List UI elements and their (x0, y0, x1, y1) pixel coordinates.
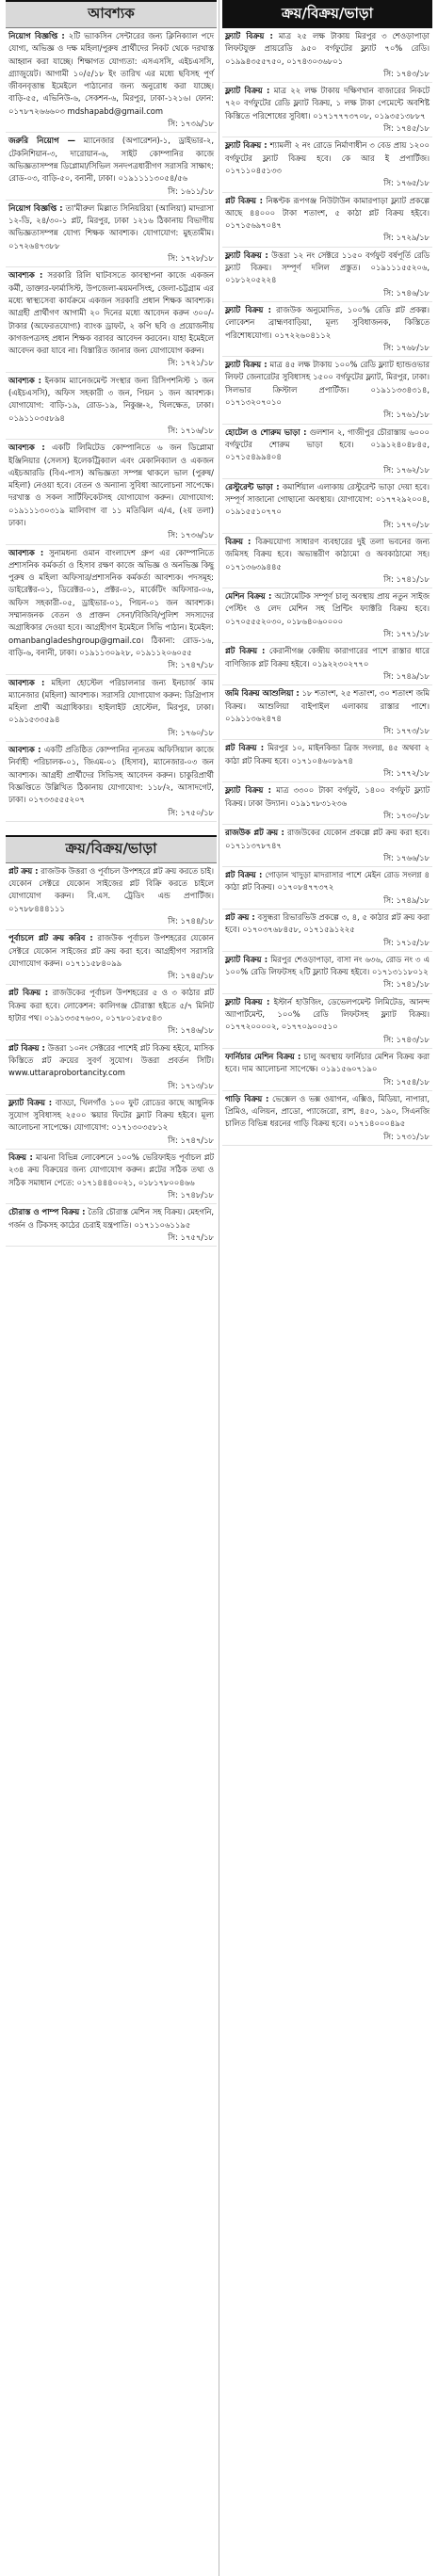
ad-reference: সি: ১৭৫৭/১৮ (168, 1232, 214, 1242)
classified-ad (6, 985, 217, 1039)
classified-ad (222, 952, 432, 994)
ad-lead: প্লট বিক্রয় : (225, 195, 263, 205)
ad-text: বাড্ডা, খিলগাঁও ১০০ ফুট রোডের কাছে আধুনিক সুযোগ সুবিধাসহ ২৫০০ স্কয়ার ফিটের ফ্ল্যাট বিক্রয় হইবে। মূল্য আলোচনা সাপেক্ষে। যোগাযোগ: ০১৭১৩০৩৫৮১২ (8, 1097, 214, 1133)
ad-reference: সি: ১৭৭০/১৮ (383, 519, 430, 529)
ad-reference: সি: ১৭৬৬/১৮ (383, 852, 430, 862)
ad-lead: ফ্ল্যাট বিক্রয় : (225, 304, 271, 314)
ad-text: মাঝনা বিভিন্ন লোকেশনে ১০০% ভেরিফাইড পূর্বাচল প্লট ২৩৪ ক্রয় বিক্রয়ের জন্য যোগাযোগ করুন। প্লটের সঠিক তথ্য ও সঠিক সমাধান পেতে: ০১৭১৪৪৪০০২১, ০১৮১৭৮০০৪৬৬ (8, 1152, 215, 1187)
ad-text: তা'মীরুল মিল্লাত সিনিয়রিয়া (আলিয়া) মাদরাসা ১২-ডি, ২৪/৩০-১ প্লট, মিরপুর, ঢাকা ১২১৬ ঠিকানায় বিভাগীয় অভিজ্ঞতাসম্পন্ন যোগ্য শিক্ষক আবশ্যক। যোগাযোগ: মুহতামীম। ০১৭২৬৪৭৩৮৮ (8, 202, 214, 250)
ad-reference: সি: ১৭৬১/১৮ (383, 410, 430, 420)
ad-reference: সি: ১৭৪৪/১৮ (168, 916, 214, 926)
ad-reference: সি: ১৭৩৬/১৮ (168, 530, 214, 540)
classified-ad (222, 685, 432, 740)
ad-lead: ফ্ল্যাট বিক্রয় : (8, 1097, 53, 1107)
classified-ad (6, 1095, 217, 1150)
ad-text: কমার্শিয়াল এলাকায় রেস্টুরেন্ট ভাড়া দেয়া হবে। সম্পূর্ণ সাজানো গোছানো অবস্থায়। যোগাযোগ: ০১৭৭২৯২০০৪, ০১৯১৫৫১০৭৭০ (225, 481, 430, 517)
ad-lead: রাজউক প্লট ক্রয় : (225, 828, 284, 838)
ad-reference: সি: ১৭৬২/১৮ (383, 464, 430, 475)
classified-ad (222, 588, 432, 643)
classified-ad (222, 1091, 432, 1146)
ad-reference: সি: ১৭৪১/১৮ (383, 979, 430, 990)
ad-lead: বিক্রয় : (225, 536, 251, 546)
ad-lead: ফ্ল্যাট বিক্রয় : (225, 996, 270, 1006)
classified-ad (6, 267, 217, 372)
classified-ad (6, 201, 217, 267)
ad-reference: সি: ১৭৫৪/১৮ (383, 1076, 430, 1087)
ad-text: সরকারি রিলি ঘাটবসতে কাবস্থাপনা কাজে একজন কর্মী, ডাক্তার-ফার্মাসিস্ট, উপজেলা-ময়মনসিংহ, জেলা-চট্টগ্রাম এর মধ্যে স্বাস্থ্যসেবা কার্যক্রমে একজন সরকারি প্রধান শিক্ষক আবশ্যক। আগ্রহী প্রার্থীগণ আগামী ২০ দিনের মধ্যে আবেদন করুন ৩০০/- টাকার (অফেরতযোগ্য) ব্যাংক ড্রাফট, ২ কপি ছবি ও প্রয়োজনীয় কাগজপত্রসহ প্রধান শিক্ষক বরাবর আবেদন করবেন। যাহা ইমেইলে আবেদন করা যাবে না। বিস্তারিত জানার জন্য যোগাযোগ করুন। (8, 270, 214, 356)
ad-reference: সি: ১৭৪৭/১৮ (168, 660, 214, 670)
ad-text: ২টি ভ্যাকসিন সেন্টারের জন্য ক্লিনিক্যাল পদে যোগ্য, অভিজ্ঞ ও দক্ষ মহিলা/পুরুষ প্রার্থীদের নিকট থেকে দরখাস্ত আহ্বান করা যাচ্ছে। শিক্ষাগত যোগ্যতা: এসএসসি, এইচএসসি, গ্র্যাজুয়েট। আগামী ১০/৫/১৮ ইং তারিখ এর মধ্যে ছবিসহ পূর্ণ জীবনবৃত্তান্ত ইমেইলে পাঠানোর জন্য অনুরোধ করা যাচ্ছে। বাড়ি-৫৫, এভিনিউ-৬, সেকশন-৬, মিরপুর, ঢাকা-১২১৬। ফোন: ০১৭৮৭২৬৬৬০৩ mdshapabd@gmail.com (8, 31, 214, 116)
ad-lead: প্লট বিক্রয় : (225, 870, 263, 880)
ad-text: রাজউক উত্তরা ও পূর্বাচল উপশহরে প্লট ক্রয় করতে চাই। যেকোন সেক্টরে যেকোন সাইজের প্লট বিক্রি করতে চাইলে যোগাযোগ করুন। বি.এস. ট্রেডিং এন্ড প্রপার্টিজ। ০১৭৮৮৪৪৪১১১ (8, 865, 214, 913)
ad-text: বসুন্ধরা রিভারভিউ প্রকল্পে ৩, ৪, ৫ কাঠার প্লট ক্রয় করা হবে। ০১৭০৩৭৬৮৪৫৮, ০১৭১৫৯১২২৫ (225, 912, 430, 935)
classified-ad (222, 534, 432, 588)
ad-reference: সি: ১৭৬০/১৮ (168, 727, 214, 737)
ad-lead: আবশ্যক : (8, 270, 43, 281)
ad-text: একটি প্রতিষ্ঠিত কোম্পানির ন্যূনতম অফিসিয়াল কাজে নির্বাহী পরিচালক-০১, জিএম-০১ (হিসাব), ম্যানেজার-০৩ জন আবশ্যক। আগ্রহী প্রার্থীদের সিভিসহ আবেদন করুন। চাকুরিপ্রার্থী বিজ্ঞপ্তিতে উল্লিখিত ঠিকানায় যোগাযোগ: ১১৮/২, আসাদগেট, ঢাকা। ০১৭৩৩৫৫৫২০৭ (8, 745, 214, 805)
ad-reference: সি: ১৭৭১/১৮ (383, 629, 430, 639)
classified-ad (222, 193, 432, 248)
ad-lead: জমি বিক্রয় আশুলিয়া : (225, 688, 300, 699)
classified-ad (6, 1150, 217, 1204)
ad-reference: সি: ১৭৪৬/১৮ (168, 1025, 214, 1036)
ad-lead: প্লট বিক্রয় : (8, 1042, 45, 1053)
ad-lead: পূর্বাচলে প্লট ক্রয় করিব : (8, 933, 93, 943)
ad-text: শ্যামলী ২ নং রোডে নির্মাণাধীন ৩ বেড প্রায় ১২০০ বর্গফুটের ফ্ল্যাট বিক্রয় হবে। কে আর ই প্রপার্টিজ। ০১৭১১০৪৫১৩৩ (225, 140, 430, 175)
classified-ad (222, 28, 432, 83)
ad-reference: সি: ১৭৪৯/১৮ (383, 894, 430, 905)
classified-ad (6, 373, 217, 440)
ad-lead: প্লট বিক্রয় : (225, 743, 265, 753)
ad-reference: সি: ১৭৬৮/১৮ (383, 342, 430, 352)
ad-reference: সি: ১৭১৫/১৮ (383, 937, 430, 947)
ad-text: তৈরি চৌরাস্ত মেশিন সহ বিক্রয়। মেহগনি, গর্জন ও টিকসহ কাঠের চেরাই যন্ত্রপাতি। ০১৭১১০৬১১৯৫ (8, 1207, 215, 1230)
ad-text: ১৮ শতাংশ, ২৫ শতাংশ, ৩০ শতাংশ জমি বিক্রয়। আশুলিয়া বাইপাইল এলাকায় রাস্তার পাশে। ০১৯১১৩৬২৪৭৪ (225, 688, 430, 723)
ad-lead: নিয়োগ বিজ্ঞপ্তি : (8, 31, 65, 40)
ad-lead: ফ্ল্যাট বিক্রয় : (225, 785, 272, 796)
ad-reference: সি: ১৬১১/১৮ (168, 185, 214, 196)
ad-reference: সি: ১৭৪৩/১৮ (383, 1034, 430, 1044)
ad-reference: সি: ১৭৭৩/১৮ (383, 726, 430, 736)
right-column (222, 0, 432, 2576)
classified-ad (6, 930, 217, 985)
ad-text: উত্তরা ১২ নং সেক্টরে ১১৫০ বর্গফুট বর্ষপূর্তি রেডি ফ্ল্যাট বিক্রয়। সম্পূর্ণ দলিল প্রস্তুত। ০১৯১১১৫৫২০৬, ০১৮১২০৫২২৪ (225, 250, 430, 285)
ad-reference: সি: ১৭২৯/১৮ (383, 233, 430, 243)
ad-lead: ফ্ল্যাট বিক্রয় : (225, 31, 273, 40)
ad-lead: ফ্ল্যাট বিক্রয় : (225, 140, 268, 151)
ad-text: ইস্টার্ন হাউজিং, ডেভেলপমেন্ট লিমিটেড, আনন্দ অ্যাপার্টমেন্ট, ১০০% রেডি লিফটসহ ফ্ল্যাট বিক্রয়। ০১৭৭২০০০০২, ০১৭৭০৯০০৫১০ (225, 996, 430, 1032)
ad-text: অটোমেটিক সম্পূর্ণ চালু অবস্থায় প্রায় নতুন সাইজ পেস্টিং ও লেদ মেশিন সহ প্রিন্টিং ফ্যাক্টরি বিক্রয় হবে। ০১৭০৫৫৫২০৩০, ০১৮৬৪০৬০০০০ (225, 591, 430, 626)
classified-ad (222, 83, 432, 137)
ad-reference: সি: ১৭৪৭/১৮ (168, 1135, 214, 1145)
classified-ad (222, 479, 432, 534)
ad-text: রাজউকের যেকোন প্রকল্পে প্লট ক্রয় করা হবে। ০১৭১১৩৭৮৭৪৭ (225, 828, 430, 850)
ad-list-buy-sell-left (6, 863, 217, 1247)
classified-ad (222, 910, 432, 952)
classified-ad (6, 28, 217, 133)
classified-ad (222, 782, 432, 825)
ad-lead: প্লট ক্রয় : (8, 865, 39, 876)
ad-text: উত্তরা ১০নং সেক্টরের পাশেই প্লট বিক্রয় হইবে, মাসিক কিস্তিতে প্লট ক্রয়ের সুবর্ণ সুযোগ। উত্তরা প্রবর্তন সিটি। www.uttaraprobortancity.com (8, 1042, 214, 1078)
classified-ad (222, 867, 432, 910)
ad-text: মাত্র ৩৩০০ টাকা বর্গফুট, ১৪০০ বর্গফুট ফ্ল্যাট বিক্রয়। ঢাকা উদ্যান। ০১৯১৭৮৩১২৩৬ (225, 785, 430, 808)
section-header-wanted: আবশ্যক (6, 0, 217, 28)
ad-lead: ফার্নিচার মেশিন বিক্রয় : (225, 1051, 301, 1061)
classified-ad (222, 994, 432, 1049)
ad-reference: সি: ১৭৭২/১৮ (383, 768, 430, 779)
ad-reference: সি: ১৭৪৮/১৮ (168, 1189, 214, 1199)
ad-reference: সি: ১৭৪৩/১৮ (383, 68, 430, 78)
ad-reference: সি: ১৭৪৬/১৮ (383, 287, 430, 298)
ad-lead: জরুরি নিয়োগ — (8, 136, 75, 146)
ad-text: একটি লিমিটেড কোম্পানিতে ৬ জন ডিপ্লোমা ইঞ্জিনিয়ার (সেলস) ইলেকট্রিক্যাল এবং মেকানিক্যাল ও একজন এইচআরডি (বিএ-পাস) অভিজ্ঞতা সম্পন্ন থাকলে ভাল (পুরুষ/মহিলা) নেওয়া হবে। বেতন ও অন্যান্য সুবিধা আলোচনা সাপেক্ষে। দরখাস্ত ও সকল সার্টিফিকেটসহ যোগাযোগ করুন। যোগাযোগ: ০১৯১১১৩০৩১৯ মালিবাগ বা ১১ মতিঝিল এ/এ, (২য় তলা) ঢাকা। (8, 443, 214, 527)
classified-ad (6, 1204, 217, 1247)
ad-text: রাজউক পূর্বাচল উপশহরের যেকোন সেক্টরে যেকোন সাইজের প্লট ক্রয় করা হবে। আগ্রহীগণ সরাসরি যোগাযোগ করুন। ০১৭১১৫৮৪০৯৯ (8, 933, 214, 968)
section-header-buy-sell-rent-left: ক্রয়/বিক্রয়/ভাড়া (6, 835, 217, 863)
classified-ad (222, 1049, 432, 1091)
section-header-buy-sell-rent-right: ক্রয়/বিক্রয়/ভাড়া (222, 0, 432, 28)
ad-reference: সি: ১৭৪১/১৮ (383, 573, 430, 584)
classified-ad (6, 133, 217, 200)
classified-ad (222, 825, 432, 867)
ad-text: রাজউক অনুমোদিত, ১০০% রেডি প্লট প্রকল্প। লোকেশন ব্রাহ্মণবাড়িয়া, মূল্য সুবিধাজনক, কিস্তিতে পরিশোধযোগ্য। ০১৭২২৬০৪১১২ (225, 304, 430, 340)
ad-reference: সি: ১৭২১/১৮ (168, 358, 214, 368)
ad-text: গুলশান ২, গাজীপুর চৌরাস্তায় ৬০০০ বর্গফুটের শোরুম ভাড়া হবে। ০১৯১২৪০৪৮৪৫, ০১৭১৫৪৯৯৪০৪ (225, 427, 430, 462)
ad-lead: আবশ্যক : (8, 443, 45, 453)
classified-ad (222, 248, 432, 302)
classified-ad (6, 545, 217, 675)
ad-text: চালু অবস্থায় ফার্নিচার মেশিন বিক্রয় করা হবে। দাম আলোচনা সাপেক্ষে। ০১৯১৫৬০৭১৯০ (225, 1051, 430, 1074)
ad-lead: প্লট বিক্রয় : (225, 646, 266, 656)
ad-list-wanted (6, 28, 217, 822)
classified-ad (6, 742, 217, 822)
ad-text: মাত্র ৪৫ লক্ষ টাকায় ১০০% রেডি ফ্ল্যাট হ্যান্ডওভার লিফট জেনারেটর সুবিধাসহ ১৫০০ বর্গফুটের ফ্ল্যাট, মিরপুর, ঢাকা। সিলভার ক্রিস্টাল প্রপার্টিজ। ০১৯১১৩৩৪৩১৪, ০১৭১৩২০৭০১০ (225, 360, 430, 408)
classified-ad (6, 675, 217, 742)
ad-lead: আবশ্যক : (8, 375, 41, 385)
ad-lead: ফ্ল্যাট বিক্রয় : (225, 954, 268, 964)
ad-reference: সি: ১৭৪৯/১৮ (383, 670, 430, 681)
ad-lead: প্লট বিক্রয় : (8, 988, 49, 998)
ad-reference: সি: ১৭১৬/১৮ (168, 425, 214, 435)
ad-lead: ফ্ল্যাট বিক্রয় : (225, 250, 268, 260)
ad-text: কেরানীগঞ্জ কেন্দ্রীয় কারাগারের পাশে রাস্তার ধারে বাণিজ্যিক প্লট বিক্রয় হইবে। ০১৯২২৩০২৭৭০ (225, 646, 430, 668)
ad-reference: সি: ১৭৫০/১৮ (168, 807, 214, 817)
ad-lead: নিয়োগ বিজ্ঞপ্তি : (8, 202, 63, 213)
ad-lead: ফ্ল্যাট বিক্রয় : (225, 360, 268, 370)
ad-lead: রেস্টুরেন্ট ভাড়া : (225, 481, 280, 491)
ad-text: নিষ্কণ্টক রূপগঞ্জ নিউটাউন কামারপাড়া ফ্ল্যাট প্রকল্পে আছে ৪৪০০০ টাকা শতাংশ, ৫ কাঠা প্লট বিক্রয় হইবে। ০১৭১৫৬৯৭০৪৭ (225, 195, 430, 231)
ad-lead: গাড়ি বিক্রয় : (225, 1093, 269, 1103)
ad-text: মহিলা হোস্টেল পরিচালনার জন্য ইনচার্জ কাম ম্যানেজার (মহিলা) আবশ্যক। সরাসরি যোগাযোগ করুন: ডিগ্রিপাস মহিলা প্রার্থী অগ্রাধিকার। হাইলাইট হোস্টেল, মিরপুর, ঢাকা। ০১৯১৫৩৩৫৯৪ (8, 677, 214, 725)
ad-text: বিক্রয়যোগ্য সাধারণ ব্যবহারের দুই তলা ভবনের জন্য জমিসহ বিক্রয় হবে। অভ্যন্তরীণ কাঠামো ও অবকাঠামো সহ। ০১৭১৩৬৩৯৪৪৫ (225, 536, 430, 572)
classified-ad (6, 440, 217, 544)
ad-reference: সি: ১৭৩৯/১৮ (168, 119, 214, 129)
ad-list-buy-sell-right (222, 28, 432, 1146)
ad-text: মিরপুর ১০, মাইনকিন্ডা ব্রিজ সংলগ্ন, ৪৫ অথবা ২ কাঠা প্লট বিক্রয় হবে। ০১৭১০৪৬০৮৯৭৪ (225, 743, 430, 765)
classified-ad (222, 425, 432, 479)
ad-text: ম্যানেজার (অপারেশন)-১, ড্রাইভার-২, টেকনিশিয়ান-৩, দারোয়ান-৬, সাইট কোম্পানির কাজে অভিজ্ঞতাসম্পন্ন ডিপ্লোমা/সিভিল সনদপত্রধারীগণ সরাসরি সাক্ষাৎ: রোড-০৩, বাড়ি-৫০, বনানী, ঢাকা। ০১৯১১১১৩০৫৪/৫৬ (8, 136, 214, 184)
ad-reference: সি: ১৭৩০/১৮ (383, 810, 430, 820)
ad-text: মিরপুর শেওড়াপাড়া, বাসা নং ৬৩৬, রোড নং ৩ এ ১০০% রেডি লিফটসহ ২টি ফ্ল্যাট বিক্রয় হইবে। ০১৭১৩১১৮০১২ (225, 954, 430, 977)
ad-text: মাত্র ২৫ লক্ষ টাকায় মিরপুর ৩ শেওড়াপাড়া লিফটযুক্ত প্রায়রেডি ৯৫০ বর্গফুটের ফ্ল্যাট ৭০% রেডি। ০১৯৯৪৩৫৫৭৫০, ০১৭৪৩০৩৬৮০১ (225, 31, 430, 66)
ad-reference: সি: ১৭৩১/১৮ (383, 1131, 430, 1141)
ad-lead: বিক্রয় : (8, 1152, 33, 1163)
ad-reference: সি: ১৭৪৫/১৮ (168, 971, 214, 981)
ad-lead: মেশিন বিক্রয় : (225, 591, 272, 602)
classified-ad (222, 643, 432, 685)
ad-text: গোড়ান খাদুড়া মাদরাসার পাশে মেইন রোড সংলগ্ন ৪ কাঠা প্লট বিক্রয়। ০১৭০৮৪৭৭৩৭২ (225, 870, 430, 893)
ad-lead: ফ্ল্যাট বিক্রয় : (225, 86, 270, 96)
ad-text: সুনামধন্য ওমান বাংলাদেশ গ্রুপ এর কোম্পানিতে প্রশাসনিক কর্মকর্তা ও হিসাব রক্ষণ কাজে অভিজ্ঞ ও অনভিজ্ঞ কিছু পুরুষ ও মহিলা অফিসার/প্রশাসনিক কর্মকর্তা আবশ্যক। পদসমূহ: ডাইরেক্টর-০১, ডিরেক্টর-০১, প্রক্টর-০১, মার্কেটিং অফিসার-০৬, অফিস সহকারী-০৫, ড্রাইভার-০১, পিয়ন-০১ জন আবশ্যক। সম্মানজনক বেতন ও প্রাক্তন সেনা/বিজিবি/পুলিশ সদস্যদের অগ্রাধিকার দেওয়া হবে। আগ্রহীগণ ইমেইলে সিভি পাঠান। ইমেইল: omanbangladeshgroup@gmail.co। ঠিকানা: রোড-১৬, বাড়ি-৬, বনানী, ঢাকা। ০১৯১১৩০৯২৮, ০১৯১১২০৬০৫৫ (8, 547, 214, 657)
ad-lead: হোটেল ও শোরুম ভাড়া : (225, 427, 307, 437)
ad-text: মাত্র ২২ লক্ষ টাকায় দক্ষিণখান বাজারের নিকটে ৭২০ বর্গফুটের রেডি ফ্ল্যাট বিক্রয়, ১ লক্ষ টাকা পেমেন্টে অবশিষ্ট কিস্তিতে পরিশোধের সুবিধা। ০১৭১৭৭৭৩৭০৮, ০১৯৩৫১৩৮৮৭ (225, 86, 430, 121)
classified-ad (222, 357, 432, 424)
ad-reference: সি: ১৭৬৫/১৮ (383, 178, 430, 188)
ad-reference: সি: ১৭৪৫/১৮ (383, 123, 430, 134)
classified-ad (222, 137, 432, 192)
ad-reference: সি: ১৭১৩/১৮ (168, 1080, 214, 1090)
ad-text: ইনকাম ম্যানেজমেন্ট সংস্থার জন্য রিসিপশনিস্ট ১ জন (এইচএসসি), অফিস সহকারী ৩ জন, পিয়ন ১ জন আবশ্যক। যোগাযোগ: বাড়ি-১৯, রোড-১৯, নিকুঞ্জ-২, খিলক্ষেত, ঢাকা। ০১৯১১০৩৫৮৯৪ (8, 375, 214, 423)
ad-lead: আবশ্যক : (8, 745, 41, 755)
classified-ad (6, 863, 217, 930)
ad-text: ভেক্সেল ও ভক্স ওয়াগন, এক্সিও, মিডিয়া, নাপারা, প্রিমিও, এলিয়ন, প্রাডো, প্যাজেরো, রাশ, ৪৫০, ১৯০, সিএনজি চালিত বিভিন্ন ধরনের গাড়ি বিক্রয় হবে। ০১৭১৪০০০৪৯৫ (225, 1093, 430, 1129)
ad-reference: সি: ১৭২৮/১৮ (168, 253, 214, 264)
ad-lead: চৌরাস্ত ও পাম্প বিক্রয় : (8, 1207, 86, 1217)
classified-ad (222, 302, 432, 357)
classified-ad (6, 1040, 217, 1095)
ad-lead: আবশ্যক : (8, 677, 45, 687)
ad-lead: প্লট ক্রয় : (225, 912, 255, 922)
ad-lead: আবশ্যক : (8, 547, 44, 557)
left-column (6, 0, 217, 2576)
ad-text: রাজউকের পূর্বাচল উপশহরের ৫ ও ৩ কাঠার প্লট বিক্রয় করা হবে। লোকেশন: কালিগঞ্জ চৌরাস্তা হইতে ৫/৭ মিনিট হাটার পথ। ০১৯১৩৩৫৭৬৩০, ০১৭৮০১৫৮৫৪৩ (8, 988, 214, 1023)
classified-ad (222, 740, 432, 782)
